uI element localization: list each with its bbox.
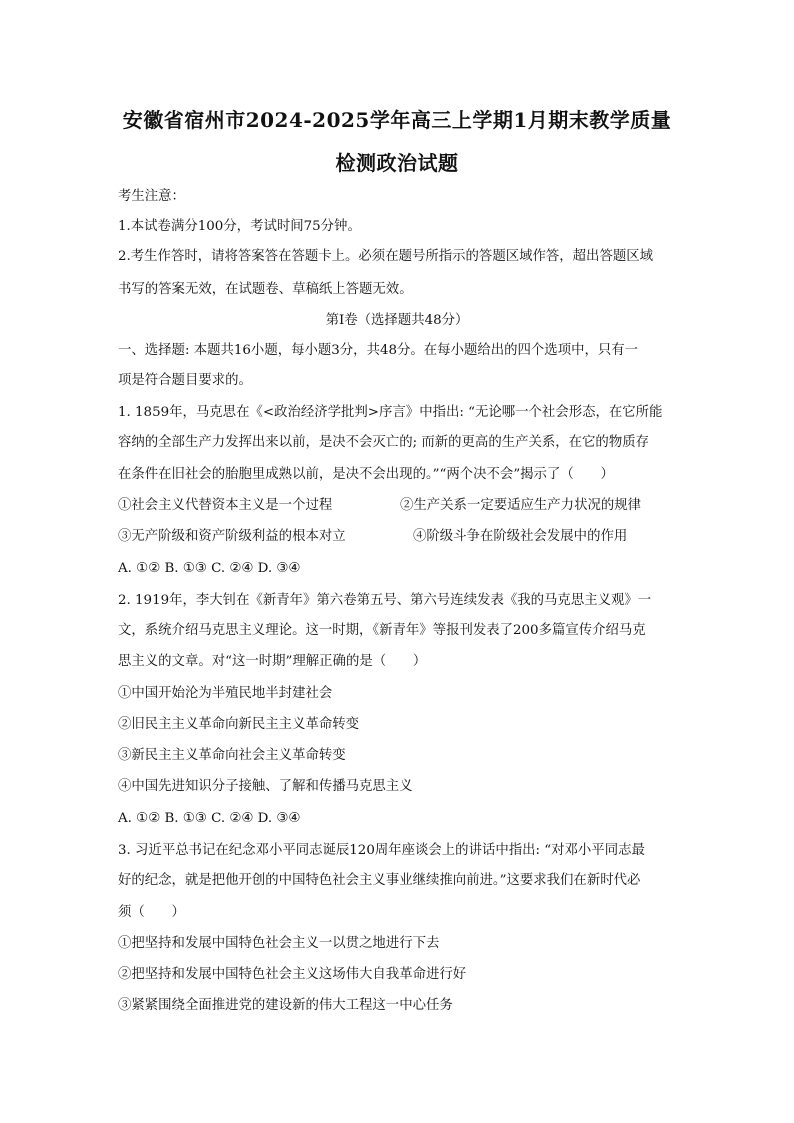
q1-answer-choices: A. ①② B. ①③ C. ②④ D. ③④ [118,561,301,576]
notice-item-1: 1.本试卷满分100分，考试时间75分钟。 [118,219,361,234]
q2-answer-choices: A. ①② B. ①③ C. ②④ D. ③④ [118,811,301,826]
q1-option-3: ③无产阶级和资产阶级利益的根本对立 [118,529,346,544]
q2-option-1: ①中国开始沦为半殖民地半封建社会 [118,686,333,701]
notice-item-2-line1: 2.考生作答时，请将答案答在答题卡上。必须在题号所指示的答题区域作答，超出答题区域 [118,249,654,264]
q2-stem-line1: 2. 1919年，李大钊在《新青年》第六卷第五号、第六号连续发表《我的马克思主义观》一 [118,593,652,608]
exam-title-line1: 安徽省宿州市2024-2025学年高三上学期1月期末教学质量 [122,108,672,132]
section-instructions-line2: 项是符合题目要求的。 [118,373,252,388]
q2-stem-line3: 思主义的文章。对“这一时期”理解正确的是（ ） [118,654,427,669]
q1-option-4: ④阶级斗争在阶级社会发展中的作用 [413,529,628,544]
q2-option-3: ③新民主主义革命向社会主义革命转变 [118,748,346,763]
q3-stem-line3: 须（ ） [118,905,185,920]
q3-stem-line2: 好的纪念，就是把他开创的中国特色社会主义事业继续推向前进。”这要求我们在新时代必 [118,873,641,888]
q3-option-1: ①把坚持和发展中国特色社会主义一以贯之地进行下去 [118,936,440,951]
q3-stem-line1: 3. 习近平总书记在纪念邓小平同志诞辰120周年座谈会上的讲话中指出: “对邓小平同志最 [118,843,645,858]
notice-heading: 考生注意： [118,189,185,204]
section-heading: 第I卷（选择题共48分） [325,313,469,328]
q1-option-1: ①社会主义代替资本主义是一个过程 [118,498,333,513]
q1-option-2: ②生产关系一定要适应生产力状况的规律 [400,498,642,513]
q3-option-3: ③紧紧围绕全面推进党的建设新的伟大工程这一中心任务 [118,998,453,1013]
q2-stem-line2: 文，系统介绍马克思主义理论。这一时期，《新青年》等报刊发表了200多篇宣传介绍马克 [118,623,646,638]
section-instructions-line1: 一、选择题: 本题共16小题，每小题3分，共48分。在每小题给出的四个选项中，只有一 [118,343,639,358]
q1-stem-line2: 容纳的全部生产力发挥出来以前，是决不会灭亡的; 而新的更高的生产关系，在它的物质存 [118,435,649,450]
exam-title-line2: 检测政治试题 [335,151,459,175]
notice-item-2-line2: 书写的答案无效，在试题卷、草稿纸上答题无效。 [118,282,413,297]
q2-option-4: ④中国先进知识分子接触、了解和传播马克思主义 [118,779,413,794]
q1-stem-line1: 1. 1859年，马克思在《<政治经济学批判>序言》中指出: “无论哪一个社会形态，在它所能 [118,405,663,420]
q3-option-2: ②把坚持和发展中国特色社会主义这场伟大自我革命进行好 [118,967,467,982]
q1-stem-line3: 在条件在旧社会的胎胞里成熟以前，是决不会出现的。”“两个决不会”揭示了（ ） [118,467,614,482]
q2-option-2: ②旧民主主义革命向新民主主义革命转变 [118,717,360,732]
